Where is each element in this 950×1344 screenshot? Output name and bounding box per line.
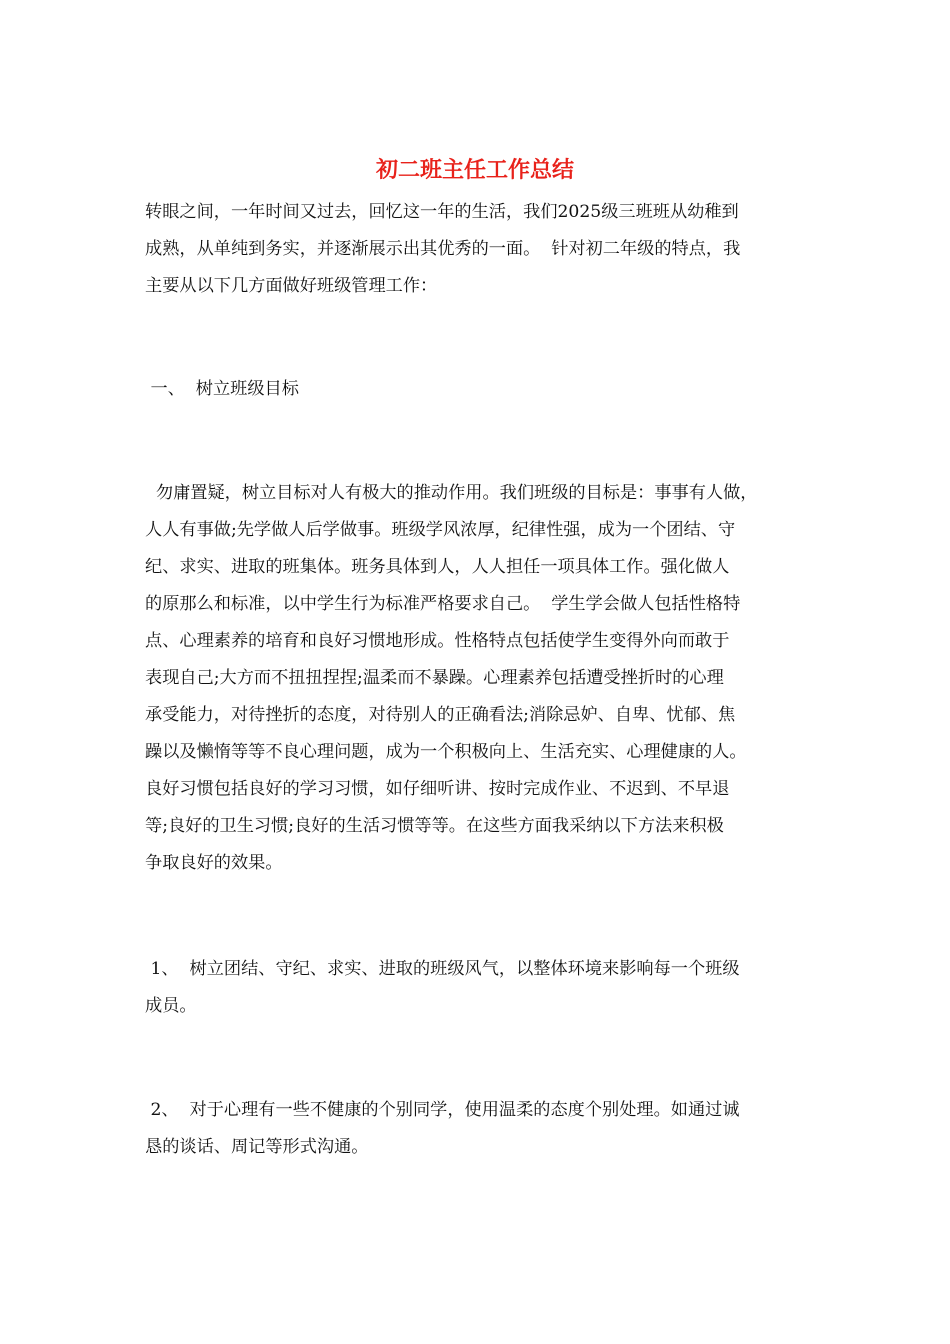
section-1-line-7: 承受能力，对待挫折的态度，对待别人的正确看法;消除忌妒、自卑、忧郁、焦 bbox=[145, 705, 736, 725]
intro-line-2: 成熟，从单纯到务实，并逐渐展示出其优秀的一面。 针对初二年级的特点，我 bbox=[145, 239, 741, 259]
section-1-line-10: 等;良好的卫生习惯;良好的生活习惯等等。在这些方面我采纳以下方法来积极 bbox=[145, 816, 724, 836]
document-title: 初二班主任工作总结 bbox=[375, 157, 574, 183]
section-1-line-1: 勿庸置疑，树立目标对人有极大的推动作用。我们班级的目标是：事事有人做， bbox=[145, 483, 758, 503]
intro-line-1: 转眼之间，一年时间又过去，回忆这一年的生活，我们2025级三班班从幼稚到 bbox=[145, 202, 739, 222]
item-2-line-2: 恳的谈话、周记等形式沟通。 bbox=[145, 1137, 369, 1157]
section-1-line-4: 的原那么和标准，以中学生行为标准严格要求自己。 学生学会做人包括性格特 bbox=[145, 594, 741, 614]
item-2-line-1: 2、 对于心理有一些不健康的个别同学，使用温柔的态度个别处理。如通过诚 bbox=[145, 1100, 740, 1120]
section-1-line-3: 纪、求实、进取的班集体。班务具体到人，人人担任一项具体工作。强化做人 bbox=[145, 557, 730, 577]
section-1-line-8: 躁以及懒惰等等不良心理问题，成为一个积极向上、生活充实、心理健康的人。 bbox=[145, 742, 747, 762]
item-1-line-1: 1、 树立团结、守纪、求实、进取的班级风气，以整体环境来影响每一个班级 bbox=[145, 959, 740, 979]
intro-line-3: 主要从以下几方面做好班级管理工作： bbox=[145, 276, 438, 296]
section-1-line-2: 人人有事做;先学做人后学做事。班级学风浓厚，纪律性强，成为一个团结、守 bbox=[145, 520, 736, 540]
section-1-line-11: 争取良好的效果。 bbox=[145, 853, 283, 873]
item-1-line-2: 成员。 bbox=[145, 996, 197, 1016]
section-1-line-6: 表现自己;大方而不扭扭捏捏;温柔而不暴躁。心理素养包括遭受挫折时的心理 bbox=[145, 668, 724, 688]
section-1-heading: 一、 树立班级目标 bbox=[145, 379, 299, 399]
section-1-line-5: 点、心理素养的培育和良好习惯地形成。性格特点包括使学生变得外向而敢于 bbox=[145, 631, 730, 651]
section-1-line-9: 良好习惯包括良好的学习习惯，如仔细听讲、按时完成作业、不迟到、不早退 bbox=[145, 779, 730, 799]
